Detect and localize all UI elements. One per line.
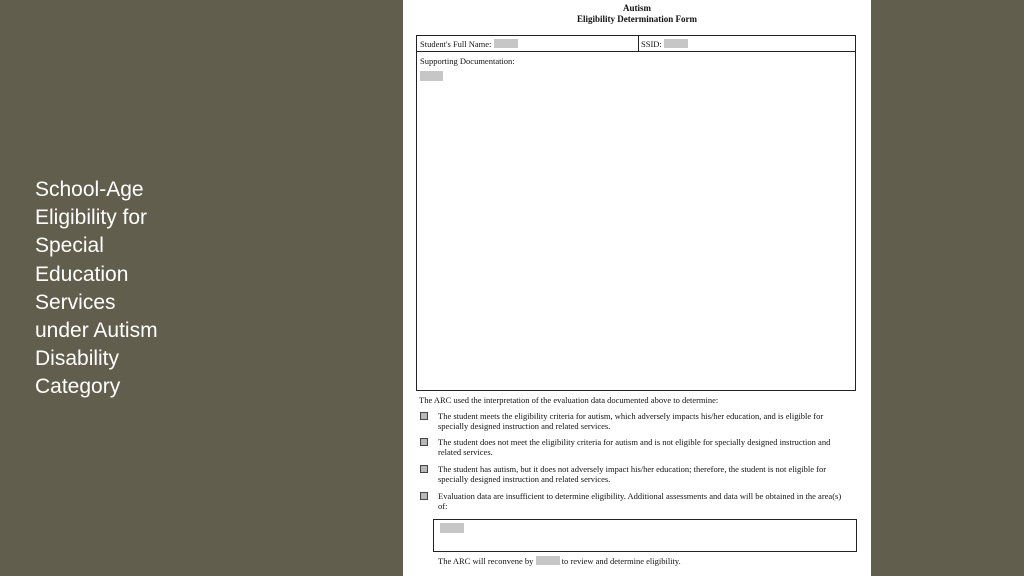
reconvene-line	[438, 556, 681, 566]
assessment-areas-field[interactable]	[440, 523, 464, 533]
slide-title	[35, 176, 195, 402]
student-name-label: Student's Full Name:	[420, 39, 492, 49]
slide-title-line: Services	[35, 290, 116, 314]
reconvene-date-field[interactable]	[536, 556, 560, 565]
slide-title-line: under Autism	[35, 319, 158, 343]
slide-title-line: Category	[35, 375, 121, 399]
option-checkbox[interactable]	[420, 492, 428, 500]
reconvene-text-before: The ARC will reconvene by	[438, 556, 534, 566]
reconvene-text-after: to review and determine eligibility.	[561, 556, 681, 566]
slide-title-line: Disability	[35, 347, 120, 371]
form-page	[403, 0, 871, 576]
option-text: The student does not meet the eligibility criteria for autism and is not eligible for specially designed instruction and related services.	[438, 437, 831, 458]
student-name-cell	[420, 39, 518, 49]
supporting-documentation-field[interactable]	[420, 71, 443, 81]
slide-title-line: School-Age	[35, 178, 144, 201]
student-name-field[interactable]	[494, 39, 518, 48]
supporting-documentation-box	[416, 52, 856, 391]
option-checkbox[interactable]	[420, 465, 428, 473]
slide-title-line: Eligibility for	[35, 206, 148, 230]
supporting-documentation-label: Supporting Documentation:	[420, 56, 515, 66]
slide-title-line: Special	[35, 234, 104, 258]
option-checkbox[interactable]	[420, 438, 428, 446]
ssid-cell	[641, 39, 688, 49]
option-text: Evaluation data are insufficient to determine eligibility. Additional assessments and data will be obtained in the area(s) of:	[438, 491, 842, 512]
option-checkbox[interactable]	[420, 412, 428, 420]
form-heading: Autism	[622, 3, 651, 13]
slide-title-line: Education	[35, 262, 129, 286]
assessment-areas-box	[433, 519, 857, 552]
ssid-field[interactable]	[664, 39, 688, 48]
option-text: The student meets the eligibility criteria for autism, which adversely impacts his/her education, and is eligible for specially designed instruction and related services.	[438, 411, 824, 432]
student-info-row	[416, 35, 856, 52]
option-text: The student has autism, but it does not adversely impact his/her education; therefore, the student is not eligible for specially designed instruction and related services.	[438, 464, 827, 485]
form-subheading: Eligibility Determination Form	[577, 14, 697, 24]
determination-intro: The ARC used the interpretation of the evaluation data documented above to determine:	[419, 395, 719, 405]
cell-divider	[638, 36, 639, 51]
ssid-label: SSID:	[641, 39, 662, 49]
